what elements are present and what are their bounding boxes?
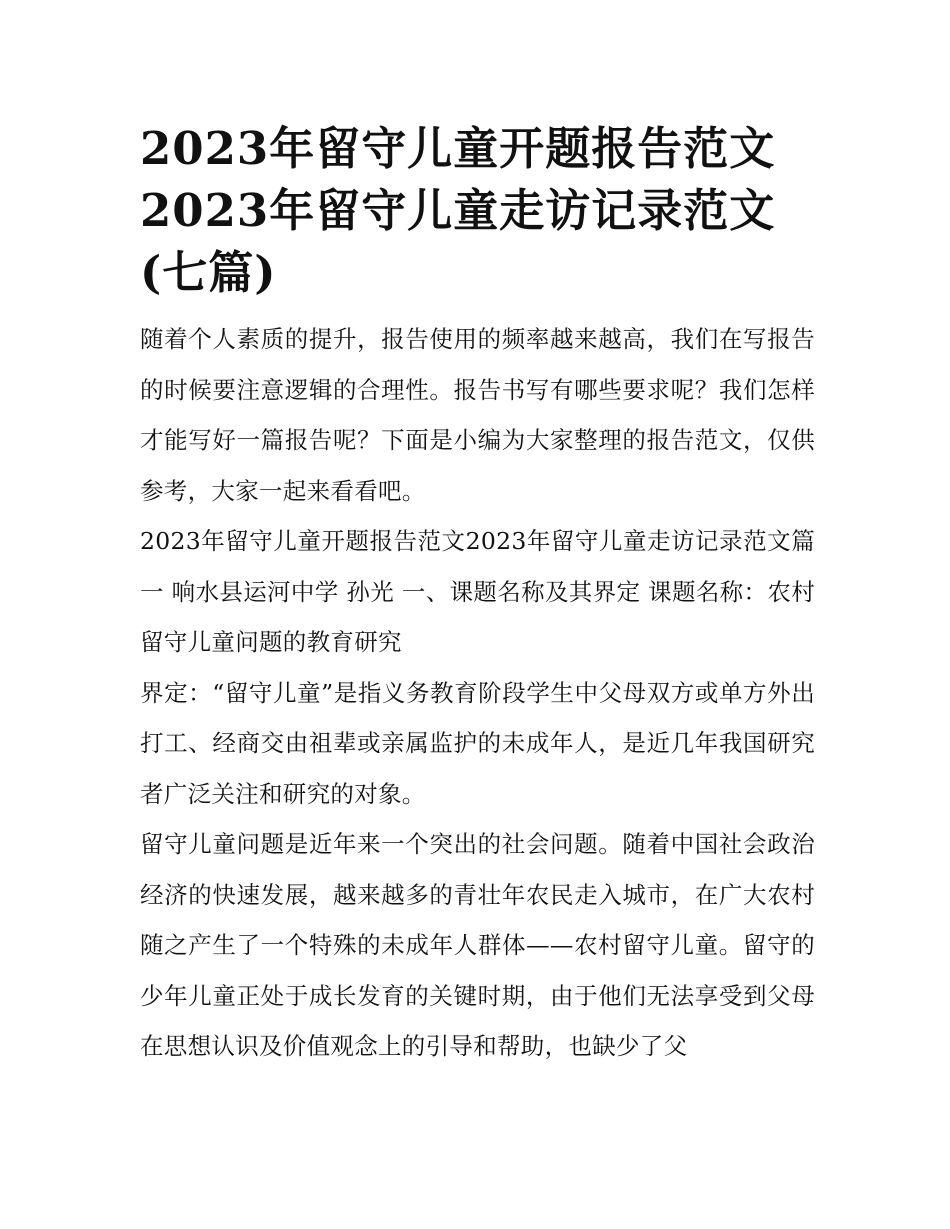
topic-paragraph: 2023年留守儿童开题报告范文2023年留守儿童走访记录范文篇一 响水县运河中学 孙光 一、课题名称及其界定 课题名称：农村留守儿童问题的教育研究 xyxy=(140,527,815,656)
document-title xyxy=(140,118,815,304)
title-line-3: (七篇) xyxy=(140,246,277,299)
definition-paragraph: 界定：“留守儿童”是指义务教育阶段学生中父母双方或单方外出打工、经商交由祖辈或亲属监护的未成年人，是近几年我国研究者广泛关注和研究的对象。 xyxy=(140,678,815,808)
title-line-1: 2023年留守儿童开题报告范文 xyxy=(140,122,776,175)
title-line-2: 2023年留守儿童走访记录范文 xyxy=(140,184,776,237)
background-paragraph: 留守儿童问题是近年来一个突出的社会问题。随着中国社会政治经济的快速发展，越来越多的青壮年农民走入城市，在广大农村随之产生了一个特殊的未成年人群体——农村留守儿童。留守的少年儿童正处于成长发育的关键时期，由于他们无法享受到父母在思想认识及价值观念上的引导和帮助，也缺少了父 xyxy=(140,830,815,1060)
intro-paragraph: 随着个人素质的提升，报告使用的频率越来越高，我们在写报告的时候要注意逻辑的合理性。报告书写有哪些要求呢？我们怎样才能写好一篇报告呢？下面是小编为大家整理的报告范文，仅供参考，大家一起来看看吧。 xyxy=(140,325,815,505)
document-page xyxy=(140,118,815,1072)
